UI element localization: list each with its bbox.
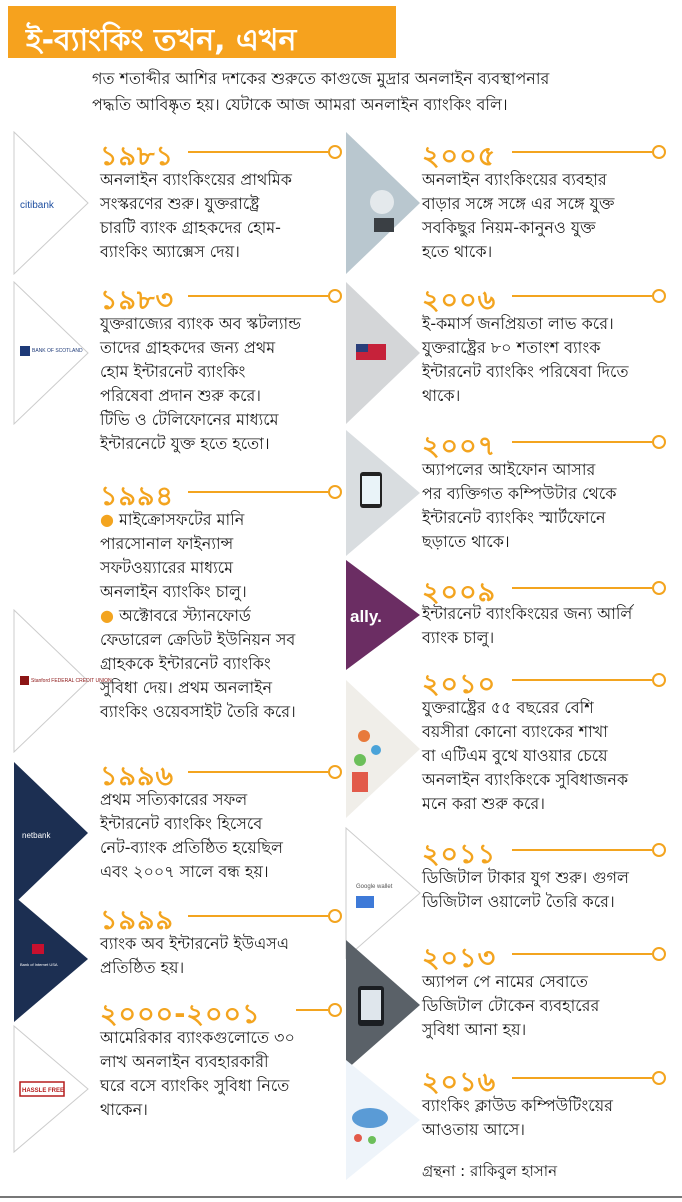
entry-text: ডিজিটাল টাকার যুগ শুরু। গুগল ডিজিটাল ওয়ালেট তৈরি করে। bbox=[422, 868, 629, 911]
bullet-dot: ● bbox=[100, 510, 120, 529]
cloud-thumbnail bbox=[346, 1060, 420, 1180]
entry-year: ১৯৮৩ bbox=[100, 285, 175, 316]
entry-year: ১৯৮১ bbox=[100, 141, 175, 172]
timeline-node bbox=[652, 435, 666, 449]
stanford-logo: Stanford FEDERAL CREDIT UNION bbox=[31, 678, 112, 684]
timeline-node bbox=[328, 909, 342, 923]
smartphone-thumbnail bbox=[346, 430, 420, 556]
bank-of-internet-logo: Bank of Internet USA bbox=[20, 962, 58, 967]
entry-text: অ্যাপলের আইফোন আসার পর ব্যক্তিগত কম্পিউটার থেকে ইন্টারনেট ব্যাংকিং স্মার্টফোনে ছড়াতে থাকে। bbox=[422, 460, 617, 551]
apple-pay-thumbnail bbox=[346, 940, 420, 1070]
citibank-logo: citibank bbox=[20, 200, 54, 211]
entry-text: ব্যাংক অব ইন্টারনেট ইউএসএ প্রতিষ্ঠিত হয়। bbox=[100, 934, 290, 977]
ecommerce-thumbnail bbox=[346, 282, 420, 424]
timeline-node bbox=[328, 1003, 342, 1017]
timeline-node bbox=[328, 765, 342, 779]
author-credit: গ্রন্থনা : রাকিবুল হাসান bbox=[422, 1162, 558, 1180]
entry-year: ২০১০ bbox=[422, 669, 497, 700]
devices-thumbnail bbox=[346, 680, 420, 818]
entry-year: ২০০৫ bbox=[422, 141, 497, 172]
bank-of-scotland-thumbnail bbox=[14, 282, 88, 424]
entry-text: ই-কমার্স জনপ্রিয়তা লাভ করে। যুক্তরাষ্ট্রের ৮০ শতাংশ ব্যাংক ইন্টারনেট ব্যাংকিং পরিষেবা দিতে থাকে। bbox=[422, 314, 629, 405]
timeline-node bbox=[328, 485, 342, 499]
timeline-node bbox=[652, 843, 666, 857]
citibank-thumbnail bbox=[14, 132, 88, 274]
entry-year: ২০১৬ bbox=[422, 1067, 497, 1098]
hassle-free-stamp: HASSLE FREE bbox=[22, 1088, 65, 1094]
entry-year: ২০০৭ bbox=[422, 431, 497, 462]
bullet-dot: ● bbox=[100, 606, 120, 625]
entry-year: ২০১১ bbox=[422, 839, 497, 870]
intro-line: পদ্ধতি আবিষ্কৃত হয়। যেটাকে আজ আমরা অনলাইন ব্যাংকিং বলি। bbox=[92, 95, 508, 114]
timeline-node bbox=[328, 145, 342, 159]
entry-year: ১৯৯৯ bbox=[100, 905, 175, 936]
entry-year: ২০০৯ bbox=[422, 577, 497, 608]
entry-year: ২০০৬ bbox=[422, 285, 497, 316]
entry-text: অ্যাপল পে নামের সেবাতে ডিজিটাল টোকেন ব্যবহারের সুবিধা আনা হয়। bbox=[422, 972, 600, 1039]
entry-year: ১৯৯৪ bbox=[100, 481, 175, 512]
entry-text: ইন্টারনেট ব্যাংকিংয়ের জন্য আর্লি ব্যাংক চালু। bbox=[422, 604, 633, 647]
entry-text: যুক্তরাষ্ট্রের ৫৫ বছরের বেশি বয়সীরা কোনো ব্যাংকের শাখা বা এটিএম বুথে যাওয়ার চেয়ে অনলাইন ব্যাংকিংকে সুবিধাজনক মনে করা শুরু করে। bbox=[422, 698, 629, 813]
timeline-node bbox=[652, 289, 666, 303]
timeline-node bbox=[652, 1071, 666, 1085]
entry-year: ২০১৩ bbox=[422, 943, 497, 974]
google-wallet-thumbnail bbox=[346, 828, 420, 958]
intro-paragraph bbox=[92, 66, 672, 118]
entry-year: ১৯৯৬ bbox=[100, 761, 175, 792]
entry-text: অনলাইন ব্যাংকিংয়ের প্রাথমিক সংস্করণের শুরু। যুক্তরাষ্ট্রে চারটি ব্যাংক গ্রাহকদের হোম- ব্যাংকিং অ্যাক্সেস দেয়। bbox=[100, 170, 292, 261]
netbank-logo: netbank bbox=[22, 831, 51, 840]
entry-text: প্রথম সত্যিকারের সফল ইন্টারনেট ব্যাংকিং হিসেবে নেট-ব্যাংক প্রতিষ্ঠিত হয়েছিল এবং ২০০৭ সালে বন্ধ হয়। bbox=[100, 790, 283, 881]
bank-of-internet-thumbnail bbox=[14, 896, 88, 1022]
ally-logo: ally. bbox=[350, 607, 382, 626]
hands-phone-thumbnail bbox=[346, 132, 420, 274]
timeline-node bbox=[652, 947, 666, 961]
entry-text: আমেরিকার ব্যাংকগুলোতে ৩০ লাখ অনলাইন ব্যবহারকারী ঘরে বসে ব্যাংকিং সুবিধা নিতে থাকেন। bbox=[100, 1028, 295, 1119]
bottom-rule bbox=[0, 1196, 682, 1198]
timeline-node bbox=[652, 581, 666, 595]
hassle-free-thumbnail bbox=[14, 1026, 88, 1152]
intro-line: গত শতাব্দীর আশির দশকের শুরুতে কাগুজে মুদ্রার অনলাইন ব্যবস্থাপনার bbox=[92, 69, 550, 88]
timeline-node bbox=[652, 145, 666, 159]
entry-text: ব্যাংকিং ক্লাউড কম্পিউটিংয়ের আওতায় আসে। bbox=[422, 1096, 613, 1139]
google-wallet-logo: Google wallet bbox=[356, 884, 393, 890]
timeline-node bbox=[652, 673, 666, 687]
netbank-thumbnail bbox=[14, 762, 88, 904]
stanford-fcu-thumbnail bbox=[14, 610, 112, 752]
page-title: ই-ব্যাংকিং তখন, এখন bbox=[26, 23, 297, 58]
entry-text: অনলাইন ব্যাংকিংয়ের ব্যবহার বাড়ার সঙ্গে সঙ্গে এর সঙ্গে যুক্ত সবকিছুর নিয়ম-কানুনও যুক্ত হতে থাকে। bbox=[422, 170, 615, 261]
entry-text: যুক্তরাজ্যের ব্যাংক অব স্কটল্যান্ড তাদের গ্রাহকদের জন্য প্রথম হোম ইন্টারনেট ব্যাংকিং পরিষেবা প্রদান শুরু করে। টিভি ও টেলিফোনের মাধ্যমে ইন্টারনেটে যুক্ত হতে হতো। bbox=[100, 314, 301, 453]
bank-of-scotland-logo: BANK OF SCOTLAND bbox=[32, 348, 83, 354]
entry-text: ● মাইক্রোসফটের মানি পারসোনাল ফাইন্যান্স সফটওয়্যারের মাধ্যমে অনলাইন ব্যাংকিং চালু। ● অক্টোবরে স্ট্যানফোর্ড ফেডারেল ক্রেডিট ইউনিয়ন সব গ্রাহককে ইন্টারনেট ব্যাংকিং সুবিধা দেয়। প্রথম অনলাইন ব্যাংকিং ওয়েবসাইট তৈরি করে। bbox=[100, 510, 296, 721]
ally-thumbnail bbox=[346, 560, 420, 670]
title-banner bbox=[8, 6, 396, 58]
entry-year: ২০০০-২০০১ bbox=[100, 999, 261, 1030]
timeline-node bbox=[328, 289, 342, 303]
